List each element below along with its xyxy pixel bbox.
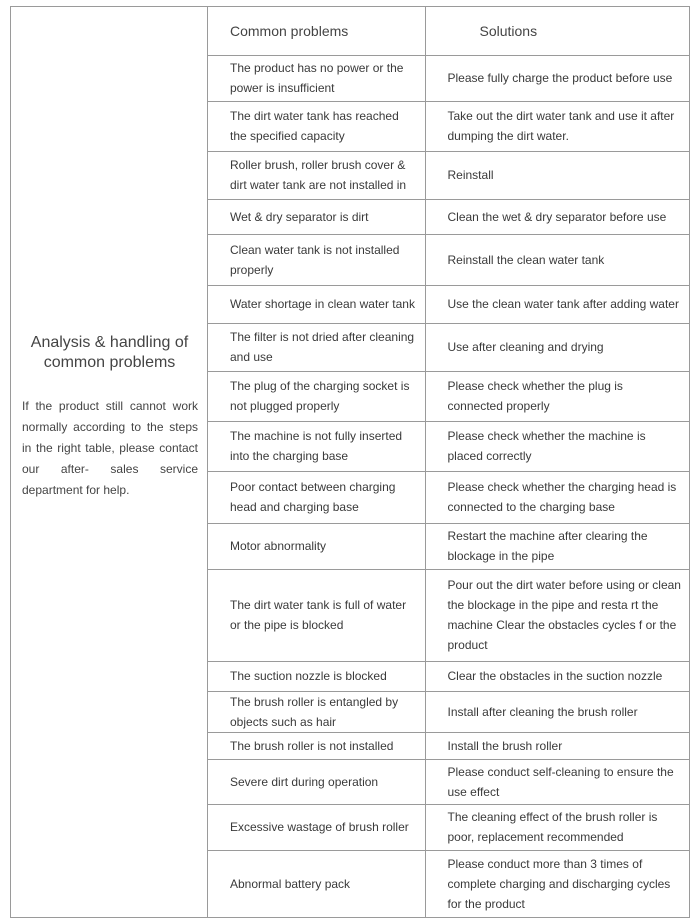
problem-cell: Motor abnormality [208, 523, 425, 569]
problem-cell: Roller brush, roller brush cover & dirt water tank are not installed in [208, 151, 425, 199]
problem-cell: Poor contact between charging head and charging base [208, 471, 425, 523]
header-row [208, 7, 689, 55]
problem-cell: The brush roller is not installed [208, 732, 425, 759]
solution-cell: Please conduct self-cleaning to ensure the use effect [425, 759, 689, 804]
solution-cell: Reinstall the clean water tank [425, 234, 689, 285]
problem-cell: The filter is not dried after cleaning and use [208, 323, 425, 371]
table-row [208, 850, 689, 917]
table-row [208, 323, 689, 371]
solution-cell: Pour out the dirt water before using or clean the blockage in the pipe and resta rt the machine Clear the obstacles cycles f or the product [425, 569, 689, 661]
table-row [208, 732, 689, 759]
problem-cell: The product has no power or the power is insufficient [208, 55, 425, 101]
solution-cell: Use the clean water tank after adding water [425, 285, 689, 323]
solution-cell: Please check whether the machine is placed correctly [425, 421, 689, 471]
solution-cell: Clear the obstacles in the suction nozzle [425, 661, 689, 691]
solution-cell: Take out the dirt water tank and use it after dumping the dirt water. [425, 101, 689, 151]
section-title: Analysis & handling of common problems [30, 334, 189, 371]
solution-cell: Please check whether the charging head is connected to the charging base [425, 471, 689, 523]
table-row [208, 569, 689, 661]
problem-cell: Wet & dry separator is dirt [208, 199, 425, 234]
table-row [208, 421, 689, 471]
solution-cell: Install after cleaning the brush roller [425, 691, 689, 732]
table-row [208, 471, 689, 523]
solution-cell: Install the brush roller [425, 732, 689, 759]
left-panel [11, 7, 208, 917]
table-row [208, 804, 689, 850]
table-row [208, 55, 689, 101]
contact-note: If the product still cannot work normally according to the steps in the right table, please contact our after- sales service department for help. [22, 399, 198, 497]
table-row [208, 661, 689, 691]
solution-cell: The cleaning effect of the brush roller is poor, replacement recommended [425, 804, 689, 850]
solution-cell: Please conduct more than 3 times of complete charging and discharging cycles for the product [447, 856, 671, 911]
solution-cell: Please fully charge the product before use [425, 55, 689, 101]
problem-cell: Excessive wastage of brush roller [208, 804, 425, 850]
table-row [208, 759, 689, 804]
problem-cell: The dirt water tank is full of water or the pipe is blocked [208, 569, 425, 661]
table-row [208, 234, 689, 285]
table-row [208, 151, 689, 199]
problem-cell: The machine is not fully inserted into the charging base [208, 421, 425, 471]
table-row [208, 523, 689, 569]
table-row [208, 101, 689, 151]
problem-cell: Clean water tank is not installed properly [208, 234, 425, 285]
header-problems: Common problems [208, 7, 425, 55]
problem-cell: Severe dirt during operation [208, 759, 425, 804]
problem-cell: Abnormal battery pack [208, 850, 425, 917]
problem-cell: Water shortage in clean water tank [208, 285, 425, 323]
solution-cell: Clean the wet & dry separator before use [425, 199, 689, 234]
problem-cell: The suction nozzle is blocked [208, 661, 425, 691]
table-row [208, 691, 689, 732]
troubleshooting-table [208, 7, 689, 917]
solution-cell: Restart the machine after clearing the blockage in the pipe [425, 523, 689, 569]
solution-cell: Please check whether the plug is connected properly [425, 371, 689, 421]
solution-cell: Use after cleaning and drying [425, 323, 689, 371]
problem-cell: The plug of the charging socket is not plugged properly [208, 371, 425, 421]
table-row [208, 371, 689, 421]
header-solutions: Solutions [425, 7, 689, 55]
manual-frame [10, 6, 690, 918]
solution-cell: Reinstall [425, 151, 689, 199]
problem-cell: The brush roller is entangled by objects such as hair [208, 691, 425, 732]
problem-cell: The dirt water tank has reached the specified capacity [208, 101, 425, 151]
table-row [208, 285, 689, 323]
table-row [208, 199, 689, 234]
